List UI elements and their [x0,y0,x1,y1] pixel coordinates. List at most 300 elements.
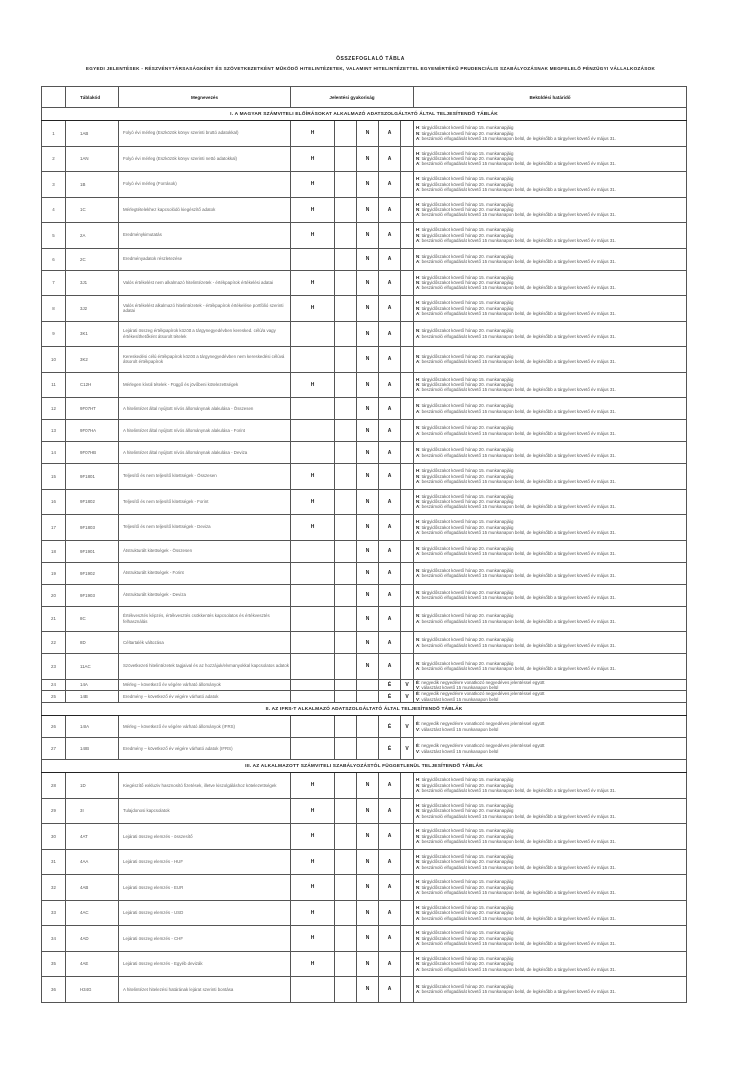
deadline-key: A [416,788,420,794]
deadline-text: : tárgyidőszakot követő hónap 15. munkanapjáig [419,777,514,783]
deadline-line [416,259,686,264]
frequency-cell [335,121,357,147]
table-name: Értékvesztés képzés, értékvesztés csökkentés kapcsolatos és értékvesztés felhasználás [119,606,291,632]
frequency-cell [401,347,414,373]
frequency-cell [291,977,335,1003]
table-code: 9F1903 [66,584,119,606]
frequency-cell [291,654,335,680]
deadline-key: N [416,305,420,311]
frequency-cell [401,606,414,632]
table-code: 14IB [66,738,119,760]
frequency-cell [335,632,357,654]
table-name: Eredmény – következő év végére várható adatok (IFRS) [119,738,291,760]
deadline-key: A [416,333,420,339]
deadline-text: : beszámoló elfogadását követő 15 munkanapon belül, de legkésőbb a tárgyévet követő év május 31. [419,989,616,995]
row-number: 7 [42,270,66,296]
deadline-line [416,387,686,392]
deadline-key: A [416,359,420,365]
table-code: 11AC [66,654,119,680]
deadline-text: : beszámoló elfogadását követő 15 munkanapon belül, de legkésőbb a tárgyévet követő év május 31. [419,529,616,535]
deadline-line [416,431,686,436]
frequency-cell [401,562,414,584]
row-number: 32 [42,875,66,901]
frequency-cell [291,632,335,654]
deadline-key: H [416,828,420,834]
deadline-cell [414,798,687,824]
frequency-cell [401,296,414,322]
frequency-cell [401,489,414,515]
frequency-cell [401,951,414,977]
deadline-key: N [416,328,420,334]
frequency-cell: A [379,270,401,296]
frequency-cell: N [357,146,379,172]
deadline-text: : tárgyidőszakot követő hónap 20. munkanapjáig [419,833,514,839]
frequency-cell: H [291,824,335,850]
deadline-key: N [416,983,420,989]
deadline-text: : beszámoló elfogadását követő 15 munkanapon belül, de legkésőbb a tárgyévet követő év május 31. [419,839,616,845]
table-row [42,773,687,799]
deadline-line [416,479,686,484]
table-name: Valós értékelést alkalmazó hitelintézetek - értékpapírok értékelése portfólió szerinti adatai [119,296,291,322]
deadline-text: : negyedik negyedévre vonatkozó negyedéves jelentéssel együtt [418,721,545,727]
row-number: 1 [42,121,66,147]
table-code: 4AA [66,849,119,875]
deadline-cell [414,515,687,541]
deadline-key: N [416,447,420,453]
deadline-text: : tárgyidőszakot követő hónap 20. munkanapjáig [419,280,514,286]
row-number: 33 [42,900,66,926]
frequency-cell: A [379,977,401,1003]
frequency-cell [335,347,357,373]
deadline-cell [414,562,687,584]
frequency-cell [335,606,357,632]
frequency-cell [335,738,357,760]
frequency-cell [401,321,414,347]
table-code: 4AC [66,900,119,926]
frequency-cell [335,296,357,322]
frequency-cell [335,654,357,680]
deadline-text: : tárgyidőszakot követő hónap 15. munkanapjáig [419,468,514,474]
deadline-text: : beszámoló elfogadását követő 15 munkanapon belül, de legkésőbb a tárgyévet követő év május 31. [419,186,616,192]
row-number: 6 [42,248,66,270]
row-number: 9 [42,321,66,347]
deadline-text: : tárgyidőszakot követő hónap 15. munkanapjáig [419,376,514,382]
frequency-cell: H [291,926,335,952]
deadline-key: H [416,955,420,961]
frequency-cell [335,798,357,824]
frequency-cell [401,849,414,875]
frequency-cell [401,632,414,654]
row-number: 4 [42,197,66,223]
table-row [42,515,687,541]
deadline-key: N [416,935,420,941]
deadline-line [416,573,686,578]
table-row [42,977,687,1003]
frequency-cell: H [291,223,335,249]
section-row [42,760,687,773]
deadline-text: : beszámoló elfogadását követő 15 munkanapon belül, de legkésőbb a tárgyévet követő év május 31. [419,966,616,972]
table-code: 4AB [66,875,119,901]
deadline-key: É [416,679,419,685]
deadline-cell [414,716,687,738]
frequency-cell: É [379,716,401,738]
deadline-key: H [416,176,420,182]
frequency-cell [357,738,379,760]
deadline-key: É [416,691,419,697]
table-code: 1AN [66,146,119,172]
frequency-cell: H [291,372,335,398]
frequency-cell [335,398,357,420]
deadline-cell [414,146,687,172]
frequency-cell [401,773,414,799]
deadline-key: A [416,915,420,921]
table-name: Lejárati összeg elemzés - HUF [119,849,291,875]
table-code: 3K2 [66,347,119,373]
row-number: 21 [42,606,66,632]
deadline-key: A [416,966,420,972]
row-number: 34 [42,926,66,952]
row-number: 25 [42,691,66,703]
deadline-key: H [416,227,420,233]
deadline-text: : beszámoló elfogadását követő 15 munkanapon belül, de legkésőbb a tárgyévet követő év május 31. [419,135,616,141]
frequency-cell [291,398,335,420]
deadline-text: : tárgyidőszakot követő hónap 20. munkanapjáig [419,425,514,431]
frequency-cell: A [379,146,401,172]
frequency-cell: H [291,172,335,198]
deadline-cell [414,738,687,760]
deadline-key: V [416,748,419,754]
header-deadline: Beküldési határidő [414,87,687,108]
table-code: 4AE [66,951,119,977]
table-name: Átstrukturált kitettségek - Forint [119,562,291,584]
frequency-cell: N [357,824,379,850]
deadline-text: : beszámoló elfogadását követő 15 munkanapon belül, de legkésőbb a tárgyévet követő év május 31. [419,212,616,218]
row-number: 10 [42,347,66,373]
deadline-text: : tárgyidőszakot követő hónap 15. munkanapjáig [419,493,514,499]
table-row [42,420,687,442]
frequency-cell [335,977,357,1003]
deadline-text: : tárgyidőszakot követő hónap 20. munkanapjáig [419,447,514,453]
frequency-cell [335,146,357,172]
frequency-cell: H [291,121,335,147]
row-number: 18 [42,540,66,562]
frequency-cell: V [401,716,414,738]
frequency-cell [401,398,414,420]
frequency-cell [401,977,414,1003]
deadline-key: H [416,125,420,131]
table-name: Eredménykimutatás [119,223,291,249]
table-row [42,875,687,901]
frequency-cell: A [379,121,401,147]
deadline-key: A [416,310,420,316]
row-number: 16 [42,489,66,515]
frequency-cell [335,773,357,799]
deadline-key: H [416,802,420,808]
table-name: Mérlegen kívüli tételek - Függő és jövőbeni kötelezettségek [119,372,291,398]
deadline-text: : tárgyidőszakot követő hónap 15. munkanapjáig [419,519,514,525]
frequency-cell [401,270,414,296]
frequency-cell [401,900,414,926]
frequency-cell [335,926,357,952]
frequency-cell [291,606,335,632]
deadline-text: : beszámoló elfogadását követő 15 munkanapon belül, de legkésőbb a tárgyévet követő év május 31. [419,285,616,291]
table-code: 9F1902 [66,562,119,584]
frequency-cell: N [357,296,379,322]
frequency-cell [291,691,335,703]
row-number: 35 [42,951,66,977]
frequency-cell: A [379,420,401,442]
deadline-text: : tárgyidőszakot követő hónap 20. munkanapjáig [419,983,514,989]
deadline-text: : beszámoló elfogadását követő 15 munkanapon belül, de legkésőbb a tárgyévet követő év május 31. [419,408,616,414]
deadline-cell [414,606,687,632]
deadline-text: : beszámoló elfogadását követő 15 munkanapon belül, de legkésőbb a tárgyévet követő év május 31. [419,237,616,243]
deadline-text: : tárgyidőszakot követő hónap 20. munkanapjáig [419,884,514,890]
frequency-cell: N [357,121,379,147]
deadline-cell [414,654,687,680]
table-row [42,464,687,490]
frequency-cell: H [291,900,335,926]
deadline-key: A [416,813,420,819]
frequency-cell [401,248,414,270]
deadline-key: A [416,839,420,845]
deadline-key: N [416,660,420,666]
frequency-cell: N [357,798,379,824]
frequency-cell [335,691,357,703]
frequency-cell: N [357,632,379,654]
deadline-key: H [416,879,420,885]
frequency-cell: A [379,347,401,373]
deadline-text: : negyedik negyedévre vonatkozó negyedéves jelentéssel együtt [418,743,545,749]
frequency-cell [401,654,414,680]
frequency-cell: N [357,584,379,606]
frequency-cell: N [357,270,379,296]
frequency-cell: A [379,321,401,347]
frequency-cell [335,716,357,738]
table-row [42,632,687,654]
table-row [42,926,687,952]
frequency-cell: A [379,632,401,654]
frequency-cell: A [379,464,401,490]
deadline-line [416,697,686,702]
frequency-cell: H [291,296,335,322]
deadline-text: : beszámoló elfogadását követő 15 munkanapon belül, de legkésőbb a tárgyévet követő év május 31. [419,359,616,365]
deadline-cell [414,197,687,223]
table-row [42,824,687,850]
table-row [42,654,687,680]
table-code: 3I [66,798,119,824]
table-code: 2C [66,248,119,270]
row-number: 5 [42,223,66,249]
frequency-cell [335,420,357,442]
deadline-text: : tárgyidőszakot követő hónap 15. munkanapjáig [419,930,514,936]
table-row [42,197,687,223]
frequency-cell: A [379,926,401,952]
table-row [42,223,687,249]
section-row [42,703,687,716]
deadline-cell [414,172,687,198]
deadline-text: : beszámoló elfogadását követő 15 munkanapon belül, de legkésőbb a tárgyévet követő év május 31. [419,504,616,510]
frequency-cell [291,679,335,691]
deadline-key: N [416,961,420,967]
frequency-cell [401,824,414,850]
deadline-key: H [416,300,420,306]
header-name: Megnevezés [119,87,291,108]
deadline-line [416,136,686,141]
frequency-cell [291,584,335,606]
deadline-text: : beszámoló elfogadását követő 15 munkanapon belül, de legkésőbb a tárgyévet követő év május 31. [419,452,616,458]
row-number: 30 [42,824,66,850]
deadline-text: : tárgyidőszakot követő hónap 20. munkanapjáig [419,473,514,479]
deadline-text: : negyedik negyedévre vonatkozó negyedéves jelentéssel együtt [418,691,545,697]
frequency-cell: N [357,540,379,562]
table-name: Eredményadatok részletezése [119,248,291,270]
frequency-cell: H [291,270,335,296]
deadline-key: A [416,135,420,141]
table-row [42,248,687,270]
table-row [42,584,687,606]
deadline-key: A [416,161,420,167]
frequency-cell: A [379,372,401,398]
table-code: 9F1803 [66,515,119,541]
deadline-key: V [416,726,419,732]
frequency-cell: A [379,172,401,198]
table-row [42,172,687,198]
deadline-text: : tárgyidőszakot követő hónap 20. munkanapjáig [419,328,514,334]
deadline-text: : tárgyidőszakot követő hónap 20. munkanapjáig [419,353,514,359]
deadline-text: : tárgyidőszakot követő hónap 15. munkanapjáig [419,227,514,233]
table-name: Mérleg – következő év végére várható állományok [119,679,291,691]
header-num [42,87,66,108]
table-code: 8C [66,606,119,632]
table-code: 1C [66,197,119,223]
deadline-key: N [416,910,420,916]
deadline-cell [414,977,687,1003]
deadline-text: : tárgyidőszakot követő hónap 20. munkanapjáig [419,660,514,666]
frequency-cell: A [379,442,401,464]
frequency-cell [335,489,357,515]
frequency-cell: H [291,489,335,515]
frequency-cell [291,321,335,347]
table-row [42,347,687,373]
deadline-key: N [416,181,420,187]
deadline-key: A [416,595,420,600]
frequency-cell [357,679,379,691]
deadline-text: : beszámoló elfogadását követő 15 munkanapon belül, de legkésőbb a tárgyévet követő év május 31. [419,915,616,921]
deadline-text: : beszámoló elfogadását követő 15 munkanapon belül, de legkésőbb a tárgyévet követő év május 31. [419,573,616,578]
deadline-cell [414,875,687,901]
deadline-cell [414,926,687,952]
frequency-cell: A [379,900,401,926]
frequency-cell: A [379,654,401,680]
deadline-key: A [416,387,420,393]
deadline-cell [414,270,687,296]
deadline-text: : tárgyidőszakot követő hónap 20. munkanapjáig [419,935,514,941]
table-row [42,679,687,691]
deadline-key: A [416,551,420,556]
deadline-cell [414,679,687,691]
deadline-cell [414,632,687,654]
deadline-key: H [416,468,420,474]
table-name: Szövetkezeti hitelintézetek tagjaival és az hozzájuk/elvmanyokkal kapcsolatos adatok [119,654,291,680]
deadline-text: : tárgyidőszakot követő hónap 15. munkanapjáig [419,802,514,808]
table-row [42,849,687,875]
frequency-cell: N [357,321,379,347]
frequency-cell [335,372,357,398]
deadline-line [416,409,686,414]
deadline-text: : beszámoló elfogadását követő 15 munkanapon belül, de legkésőbb a tárgyévet követő év május 31. [419,618,616,624]
frequency-cell [335,442,357,464]
header-row [42,87,687,108]
frequency-cell: H [291,951,335,977]
frequency-cell: N [357,372,379,398]
table-name: Teljesítő és nem teljesítő kitettségek - Forint [119,489,291,515]
deadline-key: N [416,156,420,162]
frequency-cell: N [357,464,379,490]
frequency-cell [335,270,357,296]
deadline-key: N [416,403,420,409]
table-name: Átstrukturált kitettségek - Deviza [119,584,291,606]
frequency-cell [335,849,357,875]
deadline-text: : beszámoló elfogadását követő 15 munkanapon belül, de legkésőbb a tárgyévet követő év május 31. [419,478,616,484]
frequency-cell [335,197,357,223]
table-code: 3J1 [66,270,119,296]
frequency-cell: H [291,849,335,875]
deadline-key: N [416,207,420,213]
frequency-cell: É [379,679,401,691]
deadline-cell [414,584,687,606]
frequency-cell: H [291,464,335,490]
deadline-key: N [416,637,420,643]
table-code: 4AD [66,926,119,952]
deadline-cell [414,347,687,373]
frequency-cell: N [357,223,379,249]
table-name: Lejárati összeg elemzés - Egyéb devizák [119,951,291,977]
deadline-text: : tárgyidőszakot követő hónap 20. munkanapjáig [419,545,514,551]
header-frequency: Jelentési gyakoriság [291,87,414,108]
table-name: Valós értékelést nem alkalmazó hitelintézetek - értékpapírok értékelési adatai [119,270,291,296]
deadline-cell [414,121,687,147]
deadline-line [416,504,686,509]
frequency-cell: N [357,398,379,420]
row-number: 28 [42,773,66,799]
deadline-text: : tárgyidőszakot követő hónap 20. munkanapjáig [419,637,514,643]
deadline-line [416,643,686,648]
row-number: 8 [42,296,66,322]
deadline-key: N [416,859,420,865]
frequency-cell [401,197,414,223]
frequency-cell [335,172,357,198]
deadline-key: A [416,890,420,896]
row-number: 27 [42,738,66,760]
deadline-line [416,595,686,600]
deadline-cell [414,248,687,270]
frequency-cell: N [357,442,379,464]
frequency-cell: H [291,875,335,901]
deadline-key: H [416,904,420,910]
deadline-text: : tárgyidőszakot követő hónap 20. munkanapjáig [419,403,514,409]
frequency-cell: N [357,172,379,198]
deadline-text: : beszámoló elfogadását követő 15 munkanapon belül, de legkésőbb a tárgyévet követő év május 31. [419,259,616,264]
table-row [42,321,687,347]
frequency-cell [335,824,357,850]
deadline-key: A [416,408,420,414]
frequency-cell: H [291,197,335,223]
frequency-cell [401,121,414,147]
row-number: 14 [42,442,66,464]
deadline-text: : tárgyidőszakot követő hónap 20. munkanapjáig [419,782,514,788]
deadline-text: : tárgyidőszakot követő hónap 15. munkanapjáig [419,274,514,280]
table-name: Lejárati összeg elemzés - USD [119,900,291,926]
